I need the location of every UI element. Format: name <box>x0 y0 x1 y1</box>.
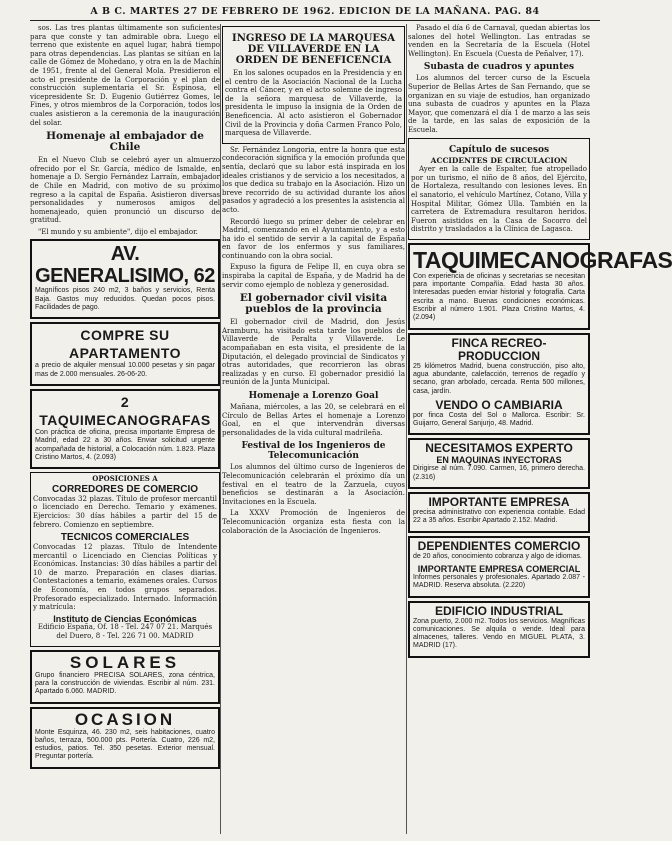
ad-oposiciones <box>30 472 220 647</box>
article-text: Expuso la figura de Felipe II, en cuya obra se inspiraba la capital de España, y de Madrid ha de servir como ejemplo de nobleza y generosidad. <box>222 263 405 289</box>
ad-solares <box>30 650 220 704</box>
article-text: En el Nuevo Club se celebró ayer un almuerzo ofrecido por el Sr. García, médico de Ismalde, en homenaje a D. Sergio Fernández Larraín, embajador de Chile en Madrid, con motivo de su próximo regreso a la capital de España. Asistieron diversas personalidades y numerosos amigos del homenajeado, quien pronunció un discurso de gratitud. <box>30 156 220 225</box>
headline-festival: Festival de los Ingenieros de Telecomunicación <box>241 441 386 462</box>
headline-goal: Homenaje a Lorenzo Goal <box>248 391 379 401</box>
headline-gobernador: El gobernador civil visita pueblos de la provincia <box>239 292 388 316</box>
ad-necesitamos <box>408 438 590 489</box>
ad-text: Convocadas 32 plazas. Título de profesor mercantil o licenciado en Derecho. Temario y exámenes. Ejercicios: 30 días hábiles a partir del 15 de febrero. Comienzo en septiembre. <box>33 494 217 529</box>
ad-title: SOLARES <box>69 652 181 672</box>
ad-importante-empresa <box>408 492 590 533</box>
ad-institute-name: Instituto de Ciencias Económicas <box>53 613 197 624</box>
ad-ocasion <box>30 707 220 769</box>
ad-subtitle: EN MAQUINAS INYECTORAS <box>436 455 562 466</box>
ad-text: Convocadas 12 plazas. Título de Intendente mercantil o Licenciado en Ciencias Políticas y Económicas. Instancias: 30 días hábiles a partir del 10 de marzo. Preparación en clases diarias. Contestaciones a temario, exámenes orales. Cursos de Economía, en todos grupos separados. Profesorado especializado. Internado. Información y matrícula: <box>33 543 217 612</box>
ad-text: 25 kilómetros Madrid, buena construcción, piso alto, agua abundante, calefacción, terrenos de regadío y secano, gran arbolado, cercada. Renta 500 millones, casa, jardín. <box>413 362 585 395</box>
ad-text: Dirigirse al núm. 7.090. Carmen, 16, primero derecha. (2.316) <box>413 465 585 481</box>
ad-title: AV. GENERALISIMO, 62 <box>35 243 215 288</box>
page-header: A B C. MARTES 27 DE FEBRERO DE 1962. EDICION DE LA MAÑANA. PAG. 84 <box>30 6 600 21</box>
article-text: Sr. Fernández Longoria, entre la honra que esta condecoración significa y la emoción profunda que sentía, declaró que su labor está inspirada en los ideales cristianos y de servicio a los necesitados, a los que dedica su trabajo en la Asociación. Hizo un breve recorrido de su actividad durante los años pasados y agradeció a los presentes la asistencia al acto. <box>222 145 405 214</box>
ad-text: Informes personales y profesionales. Apartado 2.087 - MADRID. Reserva absoluta. (2.220) <box>413 573 585 590</box>
column-divider <box>220 24 221 834</box>
headline-subasta: Subasta de cuadros y apuntes <box>423 62 575 73</box>
ad-text: Con práctica de oficina, precisa importante Empresa de Madrid, edad 22 a 30 años. Enviar solicitud urgente acompañada de historial, a Colocación núm. 1.823. Plaza Cristino Martos, 4. (2.093) <box>35 428 215 461</box>
ad-title: TECNICOS COMERCIALES <box>60 532 190 544</box>
section-sucesos <box>408 138 590 240</box>
article-text: Los alumnos del último curso de Ingenieros de Telecomunicación celebrarán el próximo día un festival en el teatro de la Zarzuela, cuyos beneficios se destinarán a la Asociación. Invitaciones en la Escuela. <box>222 463 405 506</box>
article-text: Mañana, miércoles, a las 20, se celebrará en el Círculo de Bellas Artes el homenaje a Lorenzo Goal, en el que intervendrán diversas personalidades de la vida cultural madrileña. <box>222 403 405 437</box>
article-text: La XXXV Promoción de Ingenieros de Telecomunicación organiza esta fiesta con la colaboración de la Asociación de Ingenieros. <box>222 509 405 535</box>
ad-subtitle: IMPORTANTE EMPRESA COMERCIAL <box>417 563 581 574</box>
ad-text: por finca Costa del Sol o Mallorca. Escribir: Sr. Guijarro, General Sanjurjo, 48. Madrid. <box>413 411 585 428</box>
ad-text: Monte Esquinza, 46. 230 m2, seis habitaciones, cuatro baños, terraza, 500.000 pts. Portería. Cuatro, 226 m2, estudios, patios. Tel. 350 pesetas. Exterior mensual. Preguntar portería. <box>35 728 215 761</box>
ad-apartamento <box>30 322 220 386</box>
ad-text: Con experiencia de oficinas y secretarias se necesitan para importante Compañía. Edad hasta 30 años. Interesadas pueden enviar historial y fotografía. Carta escrita a mano. Buenas condiciones económicas. Escribir al número 1.901. Plaza Cristino Martos, 4. (2.094) <box>413 272 585 322</box>
ad-title: FINCA RECREO-PRODUCCION <box>451 335 547 363</box>
ad-text: precisa administrativo con experiencia contable. Edad 22 a 35 años. Escribir Apartado 2.152. Madrid. <box>413 509 585 525</box>
ad-title: DEPENDIENTES COMERCIO <box>417 538 581 553</box>
headline-marquesa: INGRESO DE LA MARQUESA DE VILLAVERDE EN LA ORDEN DE BENEFICENCIA <box>232 33 395 66</box>
ad-text: Magníficos pisos 240 m2, 3 baños y servicios, Renta Baja. Gastos muy reducidos. Quedan pocos pisos. Facilidades de pago. <box>35 287 215 312</box>
ad-subtitle: VENDO O CAMBIARIA <box>435 397 563 412</box>
ad-text: Zona puerto, 2.000 m2. Todos los servicios. Magníficas comunicaciones. Se alquila o vende. Ideal para almacenes, talleres. Vendo en MIGUEL PLATA, 3. MADRID (17). <box>413 617 585 650</box>
subhead-accidentes: ACCIDENTES DE CIRCULACION <box>430 155 568 165</box>
ad-title: TAQUIMECANOGRAFAS <box>413 246 672 273</box>
ad-text: Grupo financiero PRECISA SOLARES, zona céntrica, para la construcción de viviendas. Escribir al núm. 231. Apartado 6.060. MADRID. <box>35 671 215 696</box>
article-text: En los salones ocupados en la Presidencia y en el centro de la Asociación Nacional de la Lucha contra el Cáncer, y en el acto solemne de ingreso de la señora marquesa de Villaverde, la presidenta le impuso la insignia de la Orden de Beneficencia. Al acto asistieron el Gobernador Civil de la Provincia y doña Carmen Franco Polo, marquesa de Villaverde. <box>225 69 402 138</box>
ad-taquimecanografas-large <box>408 243 672 330</box>
ad-title: 2 TAQUIMECANOGRAFAS <box>39 393 211 428</box>
article-text: El gobernador civil de Madrid, don Jesús Aramburu, ha visitado esta tarde los pueblos de Villaverde de Peralta y Villaverde. Le acompañaban en esta visita, el presidente de la Diputación, el delegado provincial de Sindicatos y otras autoridades, que recorrieron las obras realizadas y en curso. El gobernador presidió la reunión de la Junta Municipal. <box>222 318 405 387</box>
column-right <box>408 24 672 661</box>
ad-title: NECESITAMOS EXPERTO <box>425 441 573 456</box>
article-text: sos. Las tres plantas últimamente son suficientes para que conste y tan admirable obra. Luego el terreno que existente en aquel lugar, habrá tiempo para otras dependencias. Las plantas se sitúan en la calle de Gómez de Mohedano, y otra en la de Machín de 1951, frente al del General Mola. Presidieron el acto el presidente de la Corporación y el plan de construcción suplementaria el Sr. Espinosa, el vicepresidente Sr. D. Eugenio Gutiérrez Gomes, le Fines, y otros miembros de la Corporación, todos los cuales asistieron a la ceremonia de la inauguración del solar. <box>30 24 220 127</box>
ad-address: Edificio España, Of. 18 - Tel. 247 07 21. Marqués del Duero, 8 - Tel. 226 71 00. MADRID <box>37 623 213 641</box>
ad-title: COMPRE SU APARTAMENTO <box>68 327 182 362</box>
ad-finca <box>408 333 590 436</box>
ad-title: CORREDORES DE COMERCIO <box>51 483 199 495</box>
article-text: Ayer en la calle de Espalter, fue atropellado por un turismo, el niño de 8 años, del Ejército, de Hortaleza, resultando con lesiones leves. En el sanatorio, el vehículo Martínez, Cotano, Villa y Hospital Militar, Gómez Ulla. También en la carretera de Extremadura resultaron heridos. Fueron asistidos en la Casa de Socorro del distrito y trasladados a la Clínica de Lagasca. <box>411 165 587 234</box>
ad-text: de 20 años, conocimiento cobranza y algo de idiomas. <box>413 552 582 560</box>
article-text: Pasado el día 6 de Carnaval, quedan abiertas los salones del hotel Wellington. Las entradas se venden en la Secretaría de la Escuela (Hotel Wellington). En Escuela (Cuesta de Peñalver, 17). <box>408 24 590 58</box>
column-middle <box>222 24 405 538</box>
column-divider <box>406 24 407 834</box>
ad-title: EDIFICIO INDUSTRIAL <box>435 603 563 618</box>
headline-sucesos: Capítulo de sucesos <box>448 144 550 155</box>
column-left <box>30 24 220 772</box>
article-marquesa <box>222 26 405 144</box>
ad-taquimecanografas <box>30 389 220 469</box>
ad-generalisimo <box>30 239 220 319</box>
ad-text: a precio de alquiler mensual 10.000 pesetas y sin pagar mas de 2.000 mensuales. 26-06-20. <box>35 362 215 378</box>
article-text: Los alumnos del tercer curso de la Escuela Superior de Bellas Artes de San Fernando, que se organizan en su viaje de estudios, han organizado una subasta de cuadros y apuntes en la Plaza Mayor, que comenzará el día 1 de marzo a las seis de la tarde, en las salas de exposición de la Escuela. <box>408 74 590 134</box>
headline-chile: Homenaje al embajador de Chile <box>46 130 204 154</box>
ad-dependientes <box>408 536 590 598</box>
ad-edificio <box>408 601 590 658</box>
article-text: Recordó luego su primer deber de celebrar en Madrid, comenzando en el Ayuntamiento, y a esto ha ido el sentido de servir a la capital de España en favor de los enfermos y sus familiares, continuando con la obra social. <box>222 217 405 260</box>
ad-label: OPOSICIONES A <box>92 474 158 484</box>
article-text: "El mundo y su ambiente", dijo el embajador. <box>38 227 198 236</box>
ad-title: IMPORTANTE EMPRESA <box>428 495 570 510</box>
ad-title: OCASION <box>74 709 176 729</box>
